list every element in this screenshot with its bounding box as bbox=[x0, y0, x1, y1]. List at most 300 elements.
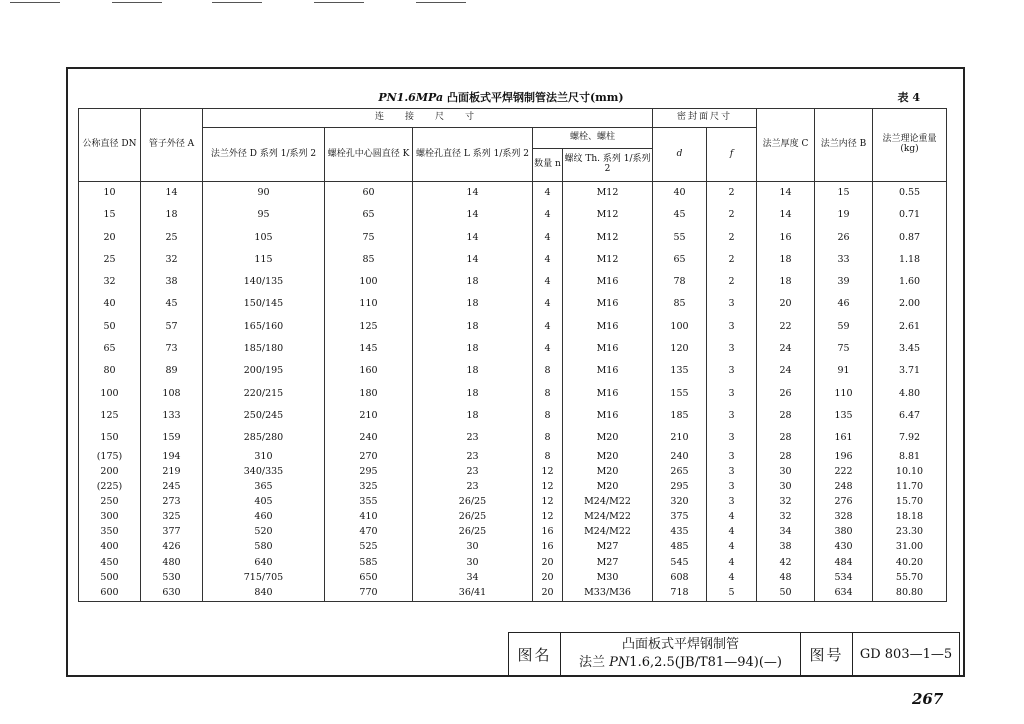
cell-th: M27 bbox=[563, 555, 653, 570]
cell-b: 15 bbox=[815, 182, 873, 205]
col-header-d-outer: 法兰外径 D 系列 1/系列 2 bbox=[203, 128, 325, 182]
table-row bbox=[79, 540, 947, 555]
cell-a: 426 bbox=[141, 540, 203, 555]
cell-f: 3 bbox=[707, 480, 757, 495]
cell-dn: 50 bbox=[79, 316, 141, 338]
cell-a: 194 bbox=[141, 450, 203, 465]
cell-k: 585 bbox=[325, 555, 413, 570]
cell-f: 2 bbox=[707, 204, 757, 226]
title-block bbox=[508, 632, 960, 676]
cell-d: 100 bbox=[653, 316, 707, 338]
cell-l: 18 bbox=[413, 405, 533, 427]
cell-w: 31.00 bbox=[873, 540, 947, 555]
cell-n: 20 bbox=[533, 585, 563, 601]
cell-k: 75 bbox=[325, 227, 413, 249]
cell-b: 33 bbox=[815, 249, 873, 271]
cell-d: 65 bbox=[653, 249, 707, 271]
cell-c: 26 bbox=[757, 383, 815, 405]
cell-d: 320 bbox=[653, 495, 707, 510]
cell-n: 4 bbox=[533, 316, 563, 338]
cell-n: 4 bbox=[533, 182, 563, 205]
cell-n: 4 bbox=[533, 338, 563, 360]
cell-a: 45 bbox=[141, 293, 203, 315]
cell-l: 18 bbox=[413, 383, 533, 405]
cell-d: 715/705 bbox=[203, 570, 325, 585]
cell-f: 5 bbox=[707, 585, 757, 601]
cell-dn: 250 bbox=[79, 495, 141, 510]
cell-d: 608 bbox=[653, 570, 707, 585]
cell-w: 2.61 bbox=[873, 316, 947, 338]
cell-d: 405 bbox=[203, 495, 325, 510]
col-header-dn: 公称直径 DN bbox=[79, 109, 141, 182]
cell-n: 20 bbox=[533, 570, 563, 585]
cell-k: 525 bbox=[325, 540, 413, 555]
cell-w: 3.45 bbox=[873, 338, 947, 360]
cell-th: M24/M22 bbox=[563, 495, 653, 510]
cell-d: 340/335 bbox=[203, 465, 325, 480]
table-row bbox=[79, 204, 947, 226]
table-row bbox=[79, 465, 947, 480]
table-row bbox=[79, 249, 947, 271]
cell-d: 150/145 bbox=[203, 293, 325, 315]
cell-l: 30 bbox=[413, 540, 533, 555]
cell-th: M12 bbox=[563, 204, 653, 226]
cell-k: 210 bbox=[325, 405, 413, 427]
drawing-code: GD 803—1—5 bbox=[853, 633, 960, 676]
table-row bbox=[79, 480, 947, 495]
cell-d: 265 bbox=[653, 465, 707, 480]
drawing-name-label: 图名 bbox=[509, 633, 561, 676]
cell-l: 18 bbox=[413, 360, 533, 382]
table-row bbox=[79, 360, 947, 382]
cell-a: 32 bbox=[141, 249, 203, 271]
cell-b: 430 bbox=[815, 540, 873, 555]
cell-a: 159 bbox=[141, 427, 203, 449]
cell-dn: 20 bbox=[79, 227, 141, 249]
cell-th: M20 bbox=[563, 480, 653, 495]
cell-dn: 25 bbox=[79, 249, 141, 271]
cell-dn: 150 bbox=[79, 427, 141, 449]
cell-th: M16 bbox=[563, 293, 653, 315]
cell-k: 270 bbox=[325, 450, 413, 465]
cell-k: 770 bbox=[325, 585, 413, 601]
cell-n: 12 bbox=[533, 495, 563, 510]
cell-d: 310 bbox=[203, 450, 325, 465]
cell-a: 245 bbox=[141, 480, 203, 495]
cell-th: M16 bbox=[563, 405, 653, 427]
table-row bbox=[79, 427, 947, 449]
cell-d: 250/245 bbox=[203, 405, 325, 427]
cell-d: 220/215 bbox=[203, 383, 325, 405]
cell-b: 534 bbox=[815, 570, 873, 585]
cell-k: 295 bbox=[325, 465, 413, 480]
cell-dn: 600 bbox=[79, 585, 141, 601]
cell-w: 15.70 bbox=[873, 495, 947, 510]
cell-th: M27 bbox=[563, 540, 653, 555]
cell-b: 110 bbox=[815, 383, 873, 405]
cell-d: 95 bbox=[203, 204, 325, 226]
cell-f: 4 bbox=[707, 510, 757, 525]
cell-c: 38 bbox=[757, 540, 815, 555]
cell-c: 28 bbox=[757, 427, 815, 449]
table-row bbox=[79, 585, 947, 601]
cell-th: M20 bbox=[563, 427, 653, 449]
cell-n: 8 bbox=[533, 383, 563, 405]
cell-n: 20 bbox=[533, 555, 563, 570]
cell-w: 0.87 bbox=[873, 227, 947, 249]
cell-n: 16 bbox=[533, 540, 563, 555]
cell-th: M16 bbox=[563, 383, 653, 405]
cell-b: 276 bbox=[815, 495, 873, 510]
cell-w: 3.71 bbox=[873, 360, 947, 382]
cell-w: 6.47 bbox=[873, 405, 947, 427]
cell-n: 12 bbox=[533, 465, 563, 480]
cell-f: 2 bbox=[707, 227, 757, 249]
cell-b: 484 bbox=[815, 555, 873, 570]
col-header-b: 法兰内径 B bbox=[815, 109, 873, 182]
drawing-code-label: 图号 bbox=[801, 633, 853, 676]
cell-dn: 80 bbox=[79, 360, 141, 382]
cell-d: 435 bbox=[653, 525, 707, 540]
page-number: 267 bbox=[912, 690, 944, 708]
cell-w: 10.10 bbox=[873, 465, 947, 480]
cell-d: 105 bbox=[203, 227, 325, 249]
cell-f: 3 bbox=[707, 450, 757, 465]
cell-d: 135 bbox=[653, 360, 707, 382]
cell-f: 4 bbox=[707, 570, 757, 585]
col-group-bolt: 螺栓、螺柱 bbox=[533, 128, 653, 149]
col-header-c: 法兰厚度 C bbox=[757, 109, 815, 182]
cell-d: 520 bbox=[203, 525, 325, 540]
top-rule bbox=[112, 2, 162, 3]
cell-d: 140/135 bbox=[203, 271, 325, 293]
cell-a: 325 bbox=[141, 510, 203, 525]
cell-k: 180 bbox=[325, 383, 413, 405]
table-row bbox=[79, 495, 947, 510]
cell-b: 59 bbox=[815, 316, 873, 338]
drawing-name bbox=[561, 633, 801, 676]
cell-w: 11.70 bbox=[873, 480, 947, 495]
cell-th: M20 bbox=[563, 450, 653, 465]
cell-c: 28 bbox=[757, 450, 815, 465]
cell-a: 14 bbox=[141, 182, 203, 205]
cell-th: M24/M22 bbox=[563, 525, 653, 540]
cell-l: 14 bbox=[413, 249, 533, 271]
cell-l: 26/25 bbox=[413, 525, 533, 540]
cell-th: M30 bbox=[563, 570, 653, 585]
table-row bbox=[79, 525, 947, 540]
cell-k: 110 bbox=[325, 293, 413, 315]
cell-d: 120 bbox=[653, 338, 707, 360]
cell-n: 4 bbox=[533, 271, 563, 293]
col-header-n: 数量 n bbox=[533, 149, 563, 182]
cell-d: 40 bbox=[653, 182, 707, 205]
cell-f: 2 bbox=[707, 271, 757, 293]
cell-th: M16 bbox=[563, 316, 653, 338]
cell-d: 55 bbox=[653, 227, 707, 249]
table-title bbox=[72, 89, 930, 105]
cell-l: 14 bbox=[413, 182, 533, 205]
cell-dn: 450 bbox=[79, 555, 141, 570]
col-header-k: 螺栓孔中心圆直径 K bbox=[325, 128, 413, 182]
cell-a: 630 bbox=[141, 585, 203, 601]
cell-d: 375 bbox=[653, 510, 707, 525]
cell-l: 18 bbox=[413, 293, 533, 315]
name-prefix: 法兰 bbox=[579, 655, 610, 670]
cell-th: M12 bbox=[563, 227, 653, 249]
table-row bbox=[79, 450, 947, 465]
cell-d: 460 bbox=[203, 510, 325, 525]
cell-k: 60 bbox=[325, 182, 413, 205]
cell-d: 240 bbox=[653, 450, 707, 465]
cell-l: 23 bbox=[413, 427, 533, 449]
table-row bbox=[79, 316, 947, 338]
cell-c: 30 bbox=[757, 480, 815, 495]
cell-dn: 100 bbox=[79, 383, 141, 405]
cell-w: 0.55 bbox=[873, 182, 947, 205]
table-row bbox=[79, 383, 947, 405]
cell-dn: 200 bbox=[79, 465, 141, 480]
cell-w: 1.60 bbox=[873, 271, 947, 293]
table-body bbox=[79, 182, 947, 602]
cell-k: 410 bbox=[325, 510, 413, 525]
cell-d: 285/280 bbox=[203, 427, 325, 449]
cell-b: 135 bbox=[815, 405, 873, 427]
table-row bbox=[79, 555, 947, 570]
cell-c: 24 bbox=[757, 360, 815, 382]
cell-b: 91 bbox=[815, 360, 873, 382]
cell-th: M20 bbox=[563, 465, 653, 480]
cell-dn: 500 bbox=[79, 570, 141, 585]
cell-d: 365 bbox=[203, 480, 325, 495]
cell-c: 24 bbox=[757, 338, 815, 360]
cell-f: 3 bbox=[707, 405, 757, 427]
cell-a: 89 bbox=[141, 360, 203, 382]
table-row bbox=[79, 338, 947, 360]
cell-w: 23.30 bbox=[873, 525, 947, 540]
cell-d: 210 bbox=[653, 427, 707, 449]
table-row bbox=[79, 227, 947, 249]
cell-w: 1.18 bbox=[873, 249, 947, 271]
cell-b: 19 bbox=[815, 204, 873, 226]
table-row bbox=[79, 271, 947, 293]
cell-b: 39 bbox=[815, 271, 873, 293]
cell-n: 8 bbox=[533, 450, 563, 465]
cell-n: 12 bbox=[533, 510, 563, 525]
cell-k: 355 bbox=[325, 495, 413, 510]
col-header-a: 管子外径 A bbox=[141, 109, 203, 182]
cell-a: 273 bbox=[141, 495, 203, 510]
cell-l: 34 bbox=[413, 570, 533, 585]
cell-l: 23 bbox=[413, 450, 533, 465]
cell-a: 25 bbox=[141, 227, 203, 249]
cell-a: 18 bbox=[141, 204, 203, 226]
cell-c: 32 bbox=[757, 495, 815, 510]
cell-b: 196 bbox=[815, 450, 873, 465]
name-suffix: 1.6,2.5(JB/T81—94)(—) bbox=[629, 655, 782, 670]
cell-k: 85 bbox=[325, 249, 413, 271]
cell-c: 18 bbox=[757, 249, 815, 271]
cell-d: 185/180 bbox=[203, 338, 325, 360]
cell-d: 85 bbox=[653, 293, 707, 315]
cell-dn: 125 bbox=[79, 405, 141, 427]
cell-b: 380 bbox=[815, 525, 873, 540]
cell-w: 18.18 bbox=[873, 510, 947, 525]
cell-dn: 350 bbox=[79, 525, 141, 540]
cell-th: M16 bbox=[563, 360, 653, 382]
cell-k: 145 bbox=[325, 338, 413, 360]
col-group-seal: 密封面尺寸 bbox=[653, 109, 757, 128]
cell-d: 545 bbox=[653, 555, 707, 570]
cell-dn: 400 bbox=[79, 540, 141, 555]
cell-a: 133 bbox=[141, 405, 203, 427]
cell-dn: 65 bbox=[79, 338, 141, 360]
table-row bbox=[79, 182, 947, 205]
col-header-seal-f: f bbox=[707, 128, 757, 182]
cell-c: 20 bbox=[757, 293, 815, 315]
cell-w: 7.92 bbox=[873, 427, 947, 449]
cell-th: M16 bbox=[563, 271, 653, 293]
cell-k: 125 bbox=[325, 316, 413, 338]
cell-dn: 15 bbox=[79, 204, 141, 226]
cell-f: 4 bbox=[707, 525, 757, 540]
cell-a: 57 bbox=[141, 316, 203, 338]
cell-f: 3 bbox=[707, 465, 757, 480]
cell-d: 840 bbox=[203, 585, 325, 601]
table-row bbox=[79, 570, 947, 585]
col-header-l: 螺栓孔直径 L 系列 1/系列 2 bbox=[413, 128, 533, 182]
cell-w: 80.80 bbox=[873, 585, 947, 601]
cell-l: 36/41 bbox=[413, 585, 533, 601]
cell-b: 248 bbox=[815, 480, 873, 495]
cell-a: 377 bbox=[141, 525, 203, 540]
top-rule bbox=[10, 2, 60, 3]
name-pn: PN bbox=[609, 655, 630, 670]
cell-d: 115 bbox=[203, 249, 325, 271]
cell-a: 530 bbox=[141, 570, 203, 585]
cell-d: 155 bbox=[653, 383, 707, 405]
cell-b: 328 bbox=[815, 510, 873, 525]
cell-n: 4 bbox=[533, 204, 563, 226]
cell-n: 16 bbox=[533, 525, 563, 540]
cell-l: 23 bbox=[413, 480, 533, 495]
cell-k: 100 bbox=[325, 271, 413, 293]
cell-th: M24/M22 bbox=[563, 510, 653, 525]
title-pressure: PN1.6MPa bbox=[378, 91, 444, 104]
cell-c: 30 bbox=[757, 465, 815, 480]
cell-k: 650 bbox=[325, 570, 413, 585]
cell-f: 2 bbox=[707, 182, 757, 205]
cell-k: 240 bbox=[325, 427, 413, 449]
cell-c: 34 bbox=[757, 525, 815, 540]
cell-f: 4 bbox=[707, 555, 757, 570]
cell-f: 2 bbox=[707, 249, 757, 271]
cell-b: 75 bbox=[815, 338, 873, 360]
table-row bbox=[79, 510, 947, 525]
flange-dimension-table bbox=[78, 108, 947, 602]
cell-d: 640 bbox=[203, 555, 325, 570]
cell-f: 3 bbox=[707, 495, 757, 510]
cell-b: 222 bbox=[815, 465, 873, 480]
cell-f: 4 bbox=[707, 540, 757, 555]
cell-b: 161 bbox=[815, 427, 873, 449]
cell-d: 45 bbox=[653, 204, 707, 226]
cell-w: 55.70 bbox=[873, 570, 947, 585]
cell-a: 38 bbox=[141, 271, 203, 293]
cell-w: 40.20 bbox=[873, 555, 947, 570]
cell-b: 634 bbox=[815, 585, 873, 601]
cell-c: 18 bbox=[757, 271, 815, 293]
col-header-weight: 法兰理论重量 (kg) bbox=[873, 109, 947, 182]
cell-k: 65 bbox=[325, 204, 413, 226]
cell-n: 8 bbox=[533, 360, 563, 382]
cell-w: 2.00 bbox=[873, 293, 947, 315]
cell-c: 16 bbox=[757, 227, 815, 249]
drawing-name-line1: 凸面板式平焊钢制管 bbox=[621, 637, 739, 653]
cell-w: 0.71 bbox=[873, 204, 947, 226]
cell-c: 14 bbox=[757, 182, 815, 205]
cell-th: M33/M36 bbox=[563, 585, 653, 601]
cell-f: 3 bbox=[707, 383, 757, 405]
title-text: 凸面板式平焊钢制管法兰尺寸(mm) bbox=[443, 91, 624, 104]
cell-c: 28 bbox=[757, 405, 815, 427]
cell-f: 3 bbox=[707, 427, 757, 449]
cell-b: 26 bbox=[815, 227, 873, 249]
table-caption bbox=[72, 89, 930, 105]
cell-d: 200/195 bbox=[203, 360, 325, 382]
cell-dn: 10 bbox=[79, 182, 141, 205]
top-rule bbox=[314, 2, 364, 3]
cell-th: M12 bbox=[563, 249, 653, 271]
cell-b: 46 bbox=[815, 293, 873, 315]
col-header-thread: 螺纹 Th. 系列 1/系列 2 bbox=[563, 149, 653, 182]
cell-c: 42 bbox=[757, 555, 815, 570]
cell-n: 8 bbox=[533, 405, 563, 427]
cell-d: 165/160 bbox=[203, 316, 325, 338]
cell-f: 3 bbox=[707, 360, 757, 382]
cell-n: 4 bbox=[533, 227, 563, 249]
cell-l: 26/25 bbox=[413, 495, 533, 510]
cell-dn: (225) bbox=[79, 480, 141, 495]
cell-c: 48 bbox=[757, 570, 815, 585]
cell-dn: (175) bbox=[79, 450, 141, 465]
cell-n: 4 bbox=[533, 293, 563, 315]
cell-c: 50 bbox=[757, 585, 815, 601]
cell-a: 108 bbox=[141, 383, 203, 405]
drawing-name-line2 bbox=[561, 654, 800, 672]
cell-f: 3 bbox=[707, 338, 757, 360]
cell-th: M12 bbox=[563, 182, 653, 205]
top-rule bbox=[416, 2, 466, 3]
cell-f: 3 bbox=[707, 293, 757, 315]
cell-th: M16 bbox=[563, 338, 653, 360]
cell-c: 22 bbox=[757, 316, 815, 338]
cell-dn: 300 bbox=[79, 510, 141, 525]
cell-d: 485 bbox=[653, 540, 707, 555]
cell-l: 18 bbox=[413, 338, 533, 360]
table-number: 表 4 bbox=[897, 91, 920, 104]
cell-l: 18 bbox=[413, 316, 533, 338]
col-header-seal-d: d bbox=[653, 128, 707, 182]
cell-d: 90 bbox=[203, 182, 325, 205]
col-group-connection: 连 接 尺 寸 bbox=[203, 109, 653, 128]
cell-k: 470 bbox=[325, 525, 413, 540]
cell-a: 480 bbox=[141, 555, 203, 570]
cell-c: 14 bbox=[757, 204, 815, 226]
cell-dn: 40 bbox=[79, 293, 141, 315]
cell-l: 14 bbox=[413, 204, 533, 226]
cell-d: 580 bbox=[203, 540, 325, 555]
